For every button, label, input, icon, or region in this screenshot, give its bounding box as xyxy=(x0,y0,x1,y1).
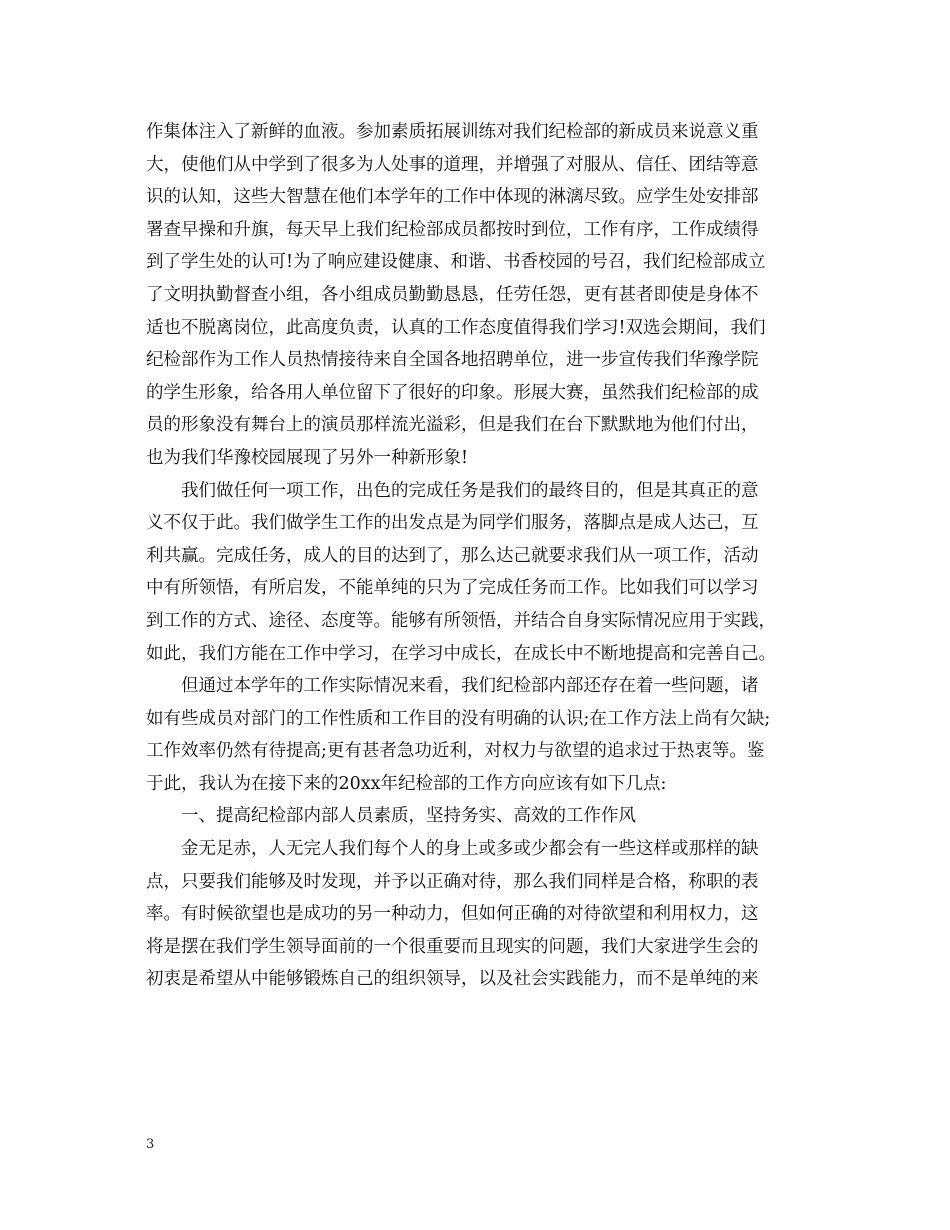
text-line: 纪检部作为工作人员热情接待来自全国各地招聘单位，进一步宣传我们华豫学院 xyxy=(146,350,759,371)
text-line: 也为我们华豫校园展现了另外一种新形象! xyxy=(146,447,469,468)
text-line: 大，使他们从中学到了很多为人处事的道理，并增强了对服从、信任、团结等意 xyxy=(146,154,759,175)
text-line: 作集体注入了新鲜的血液。参加素质拓展训练对我们纪检部的新成员来说意义重 xyxy=(146,122,759,142)
text-line: 率。有时候欲望也是成功的另一种动力，但如何正确的对待欲望和利用权力，这 xyxy=(146,904,759,925)
text-line: 工作效率仍然有待提高;更有甚者急功近利，对权力与欲望的追求过于热衷等。鉴 xyxy=(146,741,765,762)
text-line: 如有些成员对部门的工作性质和工作目的没有明确的认识;在工作方法上尚有欠缺; xyxy=(146,708,771,729)
text-line: 署查早操和升旗，每天早上我们纪检部成员都按时到位，工作有序，工作成绩得 xyxy=(146,219,759,240)
text-line: 识的认知，这些大智慧在他们本学年的工作中体现的淋漓尽致。应学生处安排部 xyxy=(146,187,759,208)
text-line: 了文明执勤督查小组，各小组成员勤勤恳恳，任劳任怨，更有甚者即使是身体不 xyxy=(146,284,759,305)
text-line: 义不仅于此。我们做学生工作的出发点是为同学们服务，落脚点是成人达己，互 xyxy=(146,513,759,534)
text-line: 的学生形象，给各用人单位留下了很好的印象。形展大赛，虽然我们纪检部的成 xyxy=(146,382,759,403)
text-line: 将是摆在我们学生领导面前的一个很重要而且现实的问题，我们大家进学生会的 xyxy=(146,936,759,957)
text-line: 初衷是希望从中能够锻炼自己的组织领导，以及社会实践能力，而不是单纯的来 xyxy=(146,969,759,990)
page-number: 3 xyxy=(146,1137,155,1152)
text-line: 利共赢。完成任务，成人的目的达到了，那么达己就要求我们从一项工作，活动 xyxy=(146,545,759,566)
text-line: 到工作的方式、途径、态度等。能够有所领悟，并结合自身实际情况应用于实践， xyxy=(146,610,776,631)
section-heading: 一、提高纪检部内部人员素质，坚持务实、高效的工作作风 xyxy=(181,806,636,827)
text-line: 点，只要我们能够及时发现，并予以正确对待，那么我们同样是合格，称职的表 xyxy=(146,871,759,892)
text-line: 中有所领悟，有所启发，不能单纯的只为了完成任务而工作。比如我们可以学习 xyxy=(146,578,759,599)
body-text xyxy=(146,116,806,996)
text-line: 适也不脱离岗位，此高度负责，认真的工作态度值得我们学习!双选会期间，我们 xyxy=(146,317,766,338)
text-line: 员的形象没有舞台上的演员那样流光溢彩，但是我们在台下默默地为他们付出， xyxy=(146,415,759,436)
paragraph-start-line: 我们做任何一项工作，出色的完成任务是我们的最终目的，但是其真正的意 xyxy=(181,480,759,501)
text-line: 如此，我们方能在工作中学习，在学习中成长，在成长中不断地提高和完善自己。 xyxy=(146,643,776,664)
paragraph-start-line: 但通过本学年的工作实际情况来看，我们纪检部内部还存在着一些问题，诸 xyxy=(181,676,759,697)
text-line: 到了学生处的认可!为了响应建设健康、和谐、书香校园的号召，我们纪检部成立 xyxy=(146,252,766,273)
paragraph-start-line: 金无足赤，人无完人我们每个人的身上或多或少都会有一些这样或那样的缺 xyxy=(181,839,759,860)
text-line: 于此，我认为在接下来的20xx年纪检部的工作方向应该有如下几点: xyxy=(146,773,667,794)
